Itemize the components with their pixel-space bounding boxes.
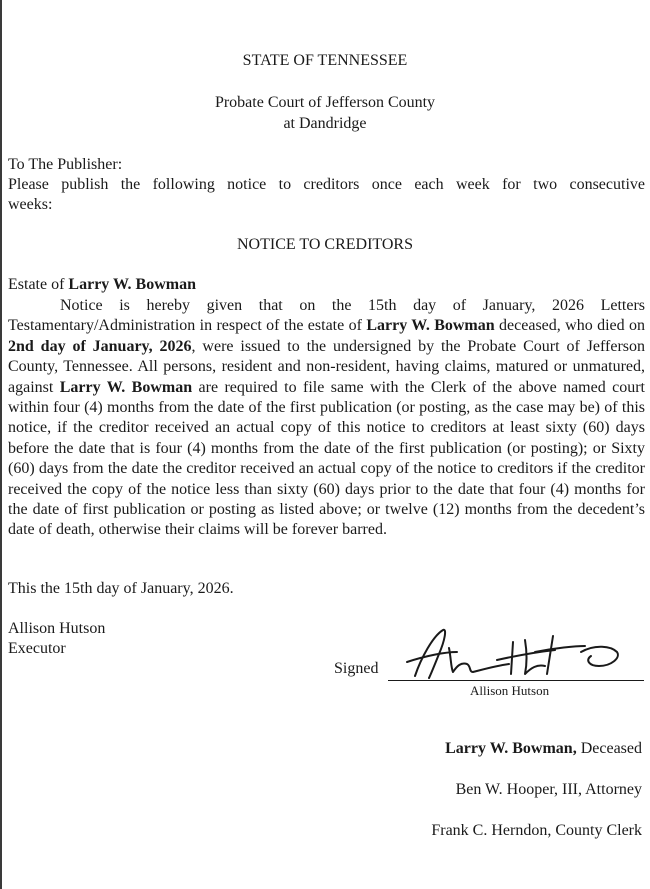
publisher-salutation: To The Publisher:: [8, 156, 123, 173]
deceased-line: [445, 740, 642, 758]
notice-title: NOTICE TO CREDITORS: [236, 236, 413, 253]
body-part2: deceased, who died on: [499, 317, 646, 335]
handwritten-signature: [385, 622, 625, 682]
date-line: This the 15th day of January, 2026.: [8, 580, 234, 597]
court-name: Probate Court of Jefferson County: [214, 94, 436, 111]
body-part3: , were issued to the undersigned by the Probate Court of Jefferson County, Tennessee. All persons, resident and non-resident, having claims, matured or unmatured, against: [8, 337, 645, 396]
clerk-line: Frank C. Herndon, County Clerk: [431, 822, 642, 839]
decedent-name-1: Larry W. Bowman: [366, 317, 495, 335]
estate-prefix: Estate of: [8, 276, 65, 293]
deceased-name: Larry W. Bowman,: [445, 740, 577, 757]
death-date: 2nd day of January, 2026: [8, 337, 192, 355]
court-location: at Dandridge: [283, 115, 367, 132]
attorney-line: Ben W. Hooper, III, Attorney: [455, 781, 642, 798]
deceased-label: Deceased: [576, 740, 642, 757]
signer-printed-name: Allison Hutson: [470, 683, 550, 698]
publisher-request-line1: Please publish the following notice to creditors once each week for two consecutive: [8, 176, 645, 193]
state-heading: STATE OF TENNESSEE: [242, 52, 408, 69]
notice-body: [8, 296, 645, 541]
estate-line: [8, 276, 196, 294]
body-part1: Notice is hereby given that on the 15th day of January, 2026 Letters Testamentary/Administration in respect of the estate of: [8, 297, 645, 335]
signature-line: [388, 680, 644, 681]
page-edge: [0, 0, 2, 889]
executor-title: Executor: [8, 640, 66, 657]
signed-label: Signed: [334, 660, 379, 677]
body-part4: are required to file same with the Clerk of the above named court within four (4) months from the date of the first publication (or posting, as the case may be) of this notice, if the creditor received an actual copy of this notice to creditors at least sixty (60) days before the date that is four (4) months from the date of the first publication (or posting); or Sixty (60) days from the date the creditor received an actual copy of the notice to creditors if the creditor received the copy of the notice less than sixty (60) days prior to the date that four (4) months for the date of first publication or posting as listed above; or twelve (12) months from the decedent’s date of death, otherwise their claims will be forever barred.: [8, 378, 645, 539]
executor-name: Allison Hutson: [8, 620, 106, 637]
publisher-request-line2: weeks:: [8, 196, 53, 213]
decedent-name-2: Larry W. Bowman: [59, 378, 193, 396]
estate-name: Larry W. Bowman: [68, 276, 196, 293]
